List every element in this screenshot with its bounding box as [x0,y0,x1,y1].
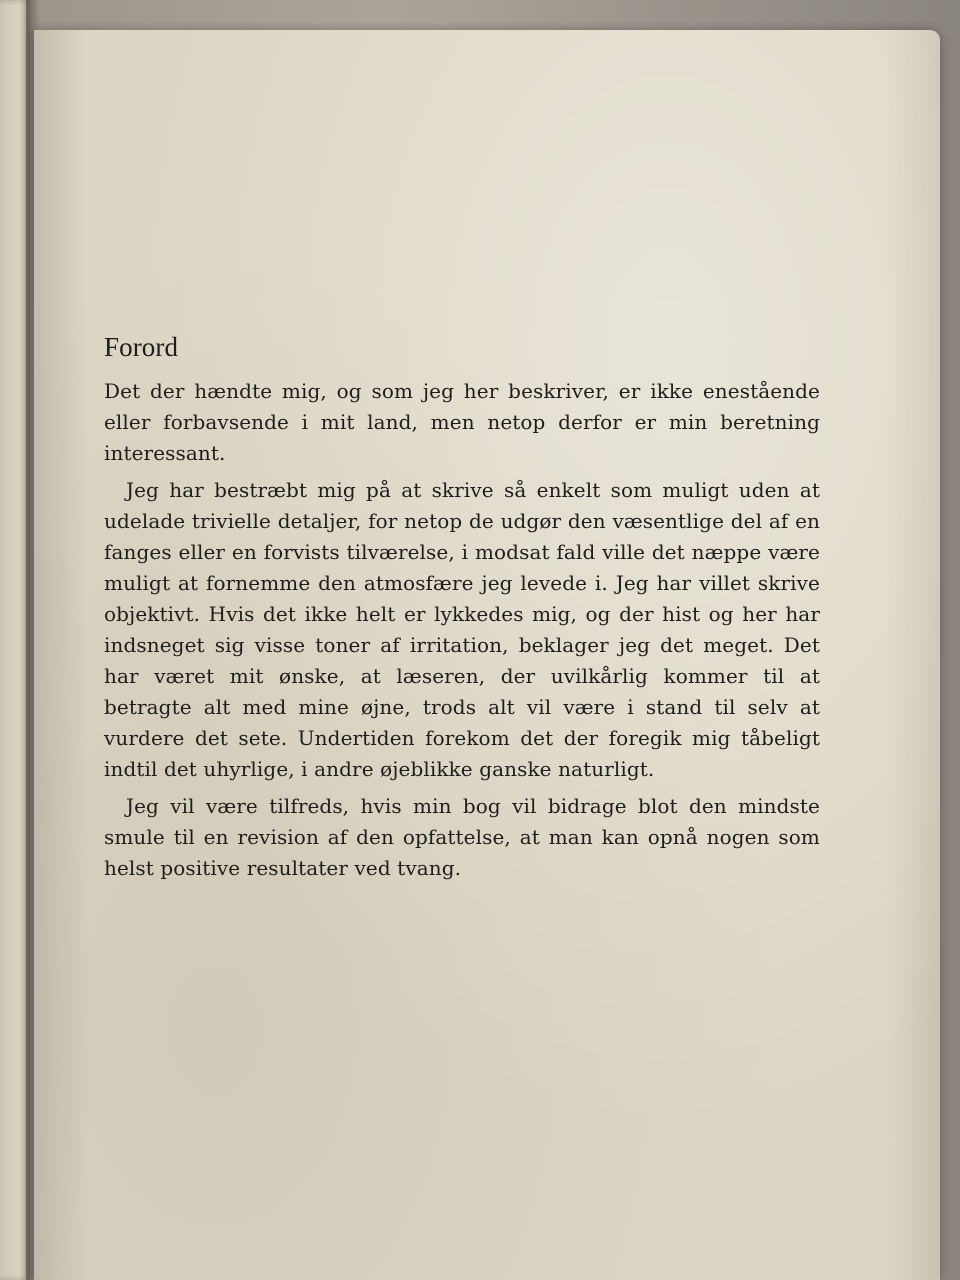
preface-text-block [104,330,820,890]
preface-heading: Forord [104,332,179,362]
preface-paragraph-3: Jeg vil være tilfreds, hvis min bog vil bidrage blot den mindste smule til en revision af den opfattelse, at man kan opnå nogen som helst positive resultater ved tvang. [104,794,820,880]
preface-paragraph-2: Jeg har bestræbt mig på at skrive så enkelt som muligt uden at udelade trivielle detaljer, for netop de udgør den væsentlige del af en fanges eller en forvists tilværelse, i modsat fald ville det næppe være muligt at fornemme den atmosfære jeg levede i. Jeg har villet skrive objektivt. Hvis det ikke helt er lykkedes mig, og der hist og her har indsneget sig visse toner af irritation, beklager jeg det meget. Det har været mit ønske, at læseren, der uvilkårlig kommer til at betragte alt med mine øjne, trods alt vil være i stand til selv at vurdere det sete. Undertiden forekom det der foregik mig tåbeligt indtil det uhyrlige, i andre øjeblikke ganske naturligt. [104,478,820,781]
preface-paragraph-1: Det der hændte mig, og som jeg her beskriver, er ikke enestående eller forbavsende i mit land, men netop derfor er min beretning interessant. [104,379,820,465]
book-page [34,30,940,1280]
